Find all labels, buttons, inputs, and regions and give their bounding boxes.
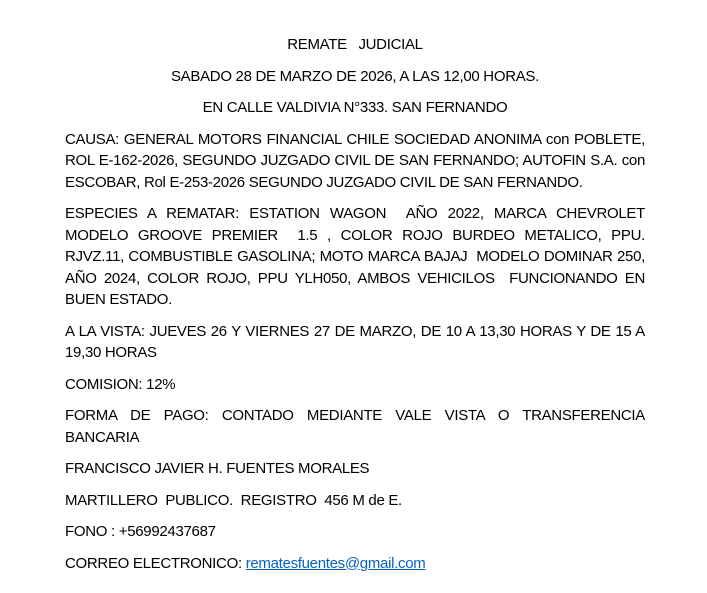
- paragraph-fono: FONO : +56992437687: [65, 523, 216, 540]
- paragraph-martillero-registro: MARTILLERO PUBLICO. REGISTRO 456 M de E.: [65, 491, 402, 509]
- auction-date-line: SABADO 28 DE MARZO DE 2026, A LAS 12,00 HORAS.: [170, 67, 540, 85]
- paragraph-correo: [65, 553, 645, 575]
- email-label: CORREO ELECTRONICO:: [65, 554, 246, 572]
- paragraph-martillero-nombre: FRANCISCO JAVIER H. FUENTES MORALES: [65, 460, 370, 477]
- page-title: REMATE JUDICIAL: [287, 36, 423, 53]
- paragraph-comision: COMISION: 12%: [65, 375, 176, 393]
- paragraph-forma-de-pago: FORMA DE PAGO: CONTADO MEDIANTE VALE VISTA O TRANSFERENCIA BANCARIA: [65, 407, 649, 446]
- email-link[interactable]: rematesfuentes@gmail.com: [245, 554, 426, 572]
- paragraph-causa: CAUSA: GENERAL MOTORS FINANCIAL CHILE SOCIEDAD ANONIMA con POBLETE, ROL E-162-2026, SEGUNDO JUZGADO CIVIL DE SAN FERNANDO; AUTOFIN S.A. con ESCOBAR, Rol E-253-2026 SEGUNDO JUZGADO CIVIL DE SAN FERNANDO.: [65, 130, 649, 191]
- auction-location-line: EN CALLE VALDIVIA N°333. SAN FERNANDO: [202, 99, 508, 116]
- paragraph-a-la-vista: A LA VISTA: JUEVES 26 Y VIERNES 27 DE MARZO, DE 10 A 13,30 HORAS Y DE 15 A 19,30 HORAS: [65, 322, 649, 361]
- paragraph-especies: ESPECIES A REMATAR: ESTATION WAGON AÑO 2022, MARCA CHEVROLET MODELO GROOVE PREMIER 1.5 , COLOR ROJO BURDEO METALICO, PPU. RJVZ.11, COMBUSTIBLE GASOLINA; MOTO MARCA BAJAJ MODELO DOMINAR 250, AÑO 2024, COLOR ROJO, PPU YLH050, AMBOS VEHICILOS FUNCIONANDO EN BUEN ESTADO.: [65, 205, 653, 308]
